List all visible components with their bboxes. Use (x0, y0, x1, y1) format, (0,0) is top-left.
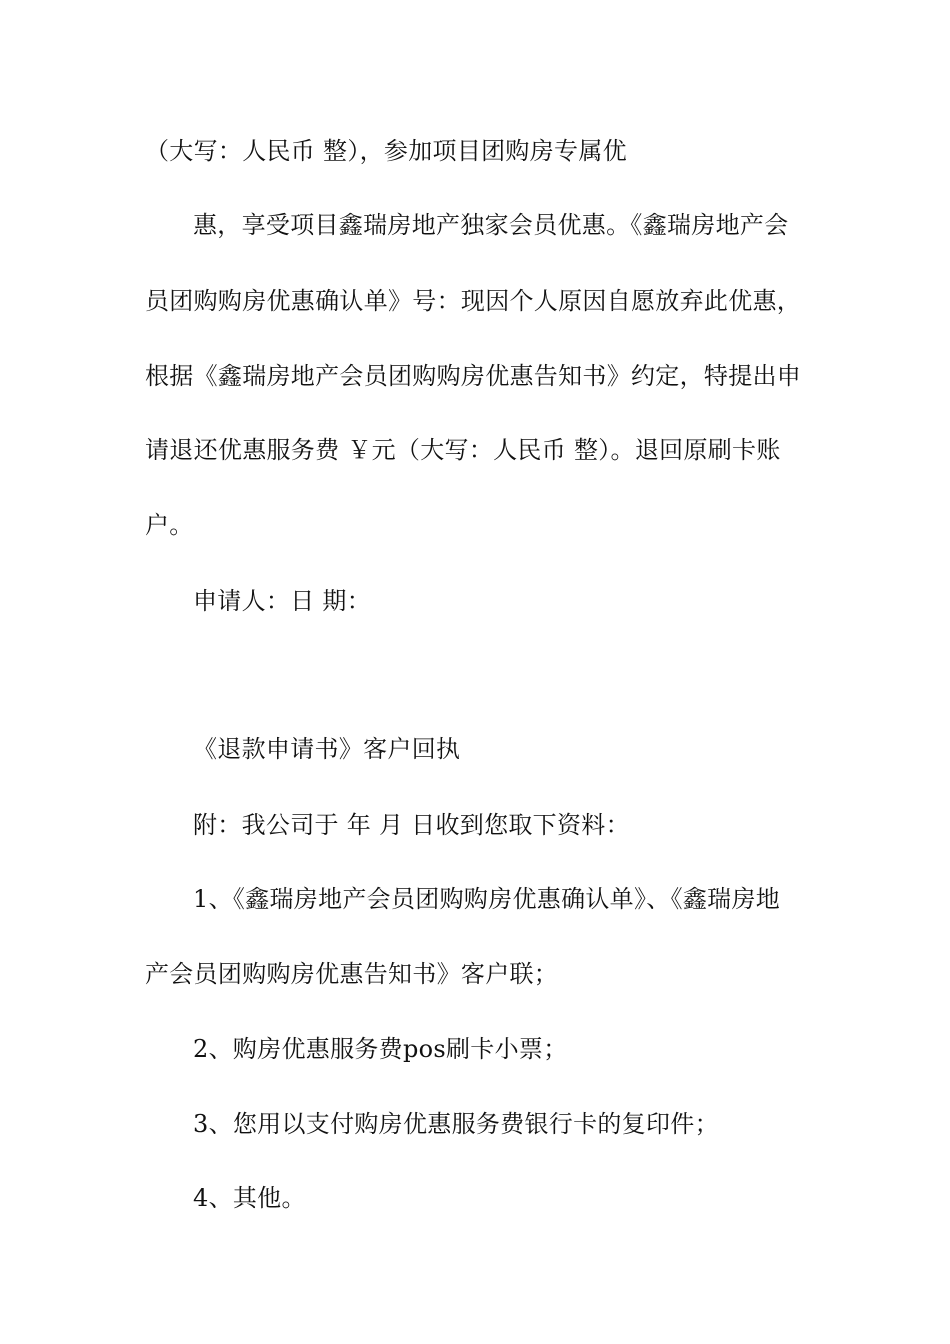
text-line: 请退还优惠服务费 ￥元（大写：人民币 整）。退回原刷卡账 (145, 436, 781, 464)
text-line: 根据《鑫瑞房地产会员团购购房优惠告知书》约定，特提出申 (145, 362, 802, 390)
text-line: 员团购购房优惠确认单》号：现因个人原因自愿放弃此优惠， (145, 287, 802, 315)
list-item: 2、购房优惠服务费pos刷卡小票； (193, 1035, 568, 1063)
list-item: 1、《鑫瑞房地产会员团购购房优惠确认单》、《鑫瑞房地 (193, 885, 781, 913)
list-item: 4、其他。 (193, 1184, 306, 1212)
text-line: 户。 (145, 511, 194, 539)
receipt-title: 《退款申请书》客户回执 (193, 735, 461, 763)
text-line: 产会员团购购房优惠告知书》客户联； (145, 960, 559, 988)
text-line: 附：我公司于 年 月 日收到您取下资料： (193, 811, 630, 839)
signature-date-line: 申请人：日 期： (193, 587, 372, 615)
text-line: 惠，享受项目鑫瑞房地产独家会员优惠。《鑫瑞房地产会 (193, 211, 789, 239)
list-item: 3、您用以支付购房优惠服务费银行卡的复印件； (193, 1110, 719, 1138)
text-line: （大写：人民币 整），参加项目团购房专属优 (145, 137, 627, 165)
